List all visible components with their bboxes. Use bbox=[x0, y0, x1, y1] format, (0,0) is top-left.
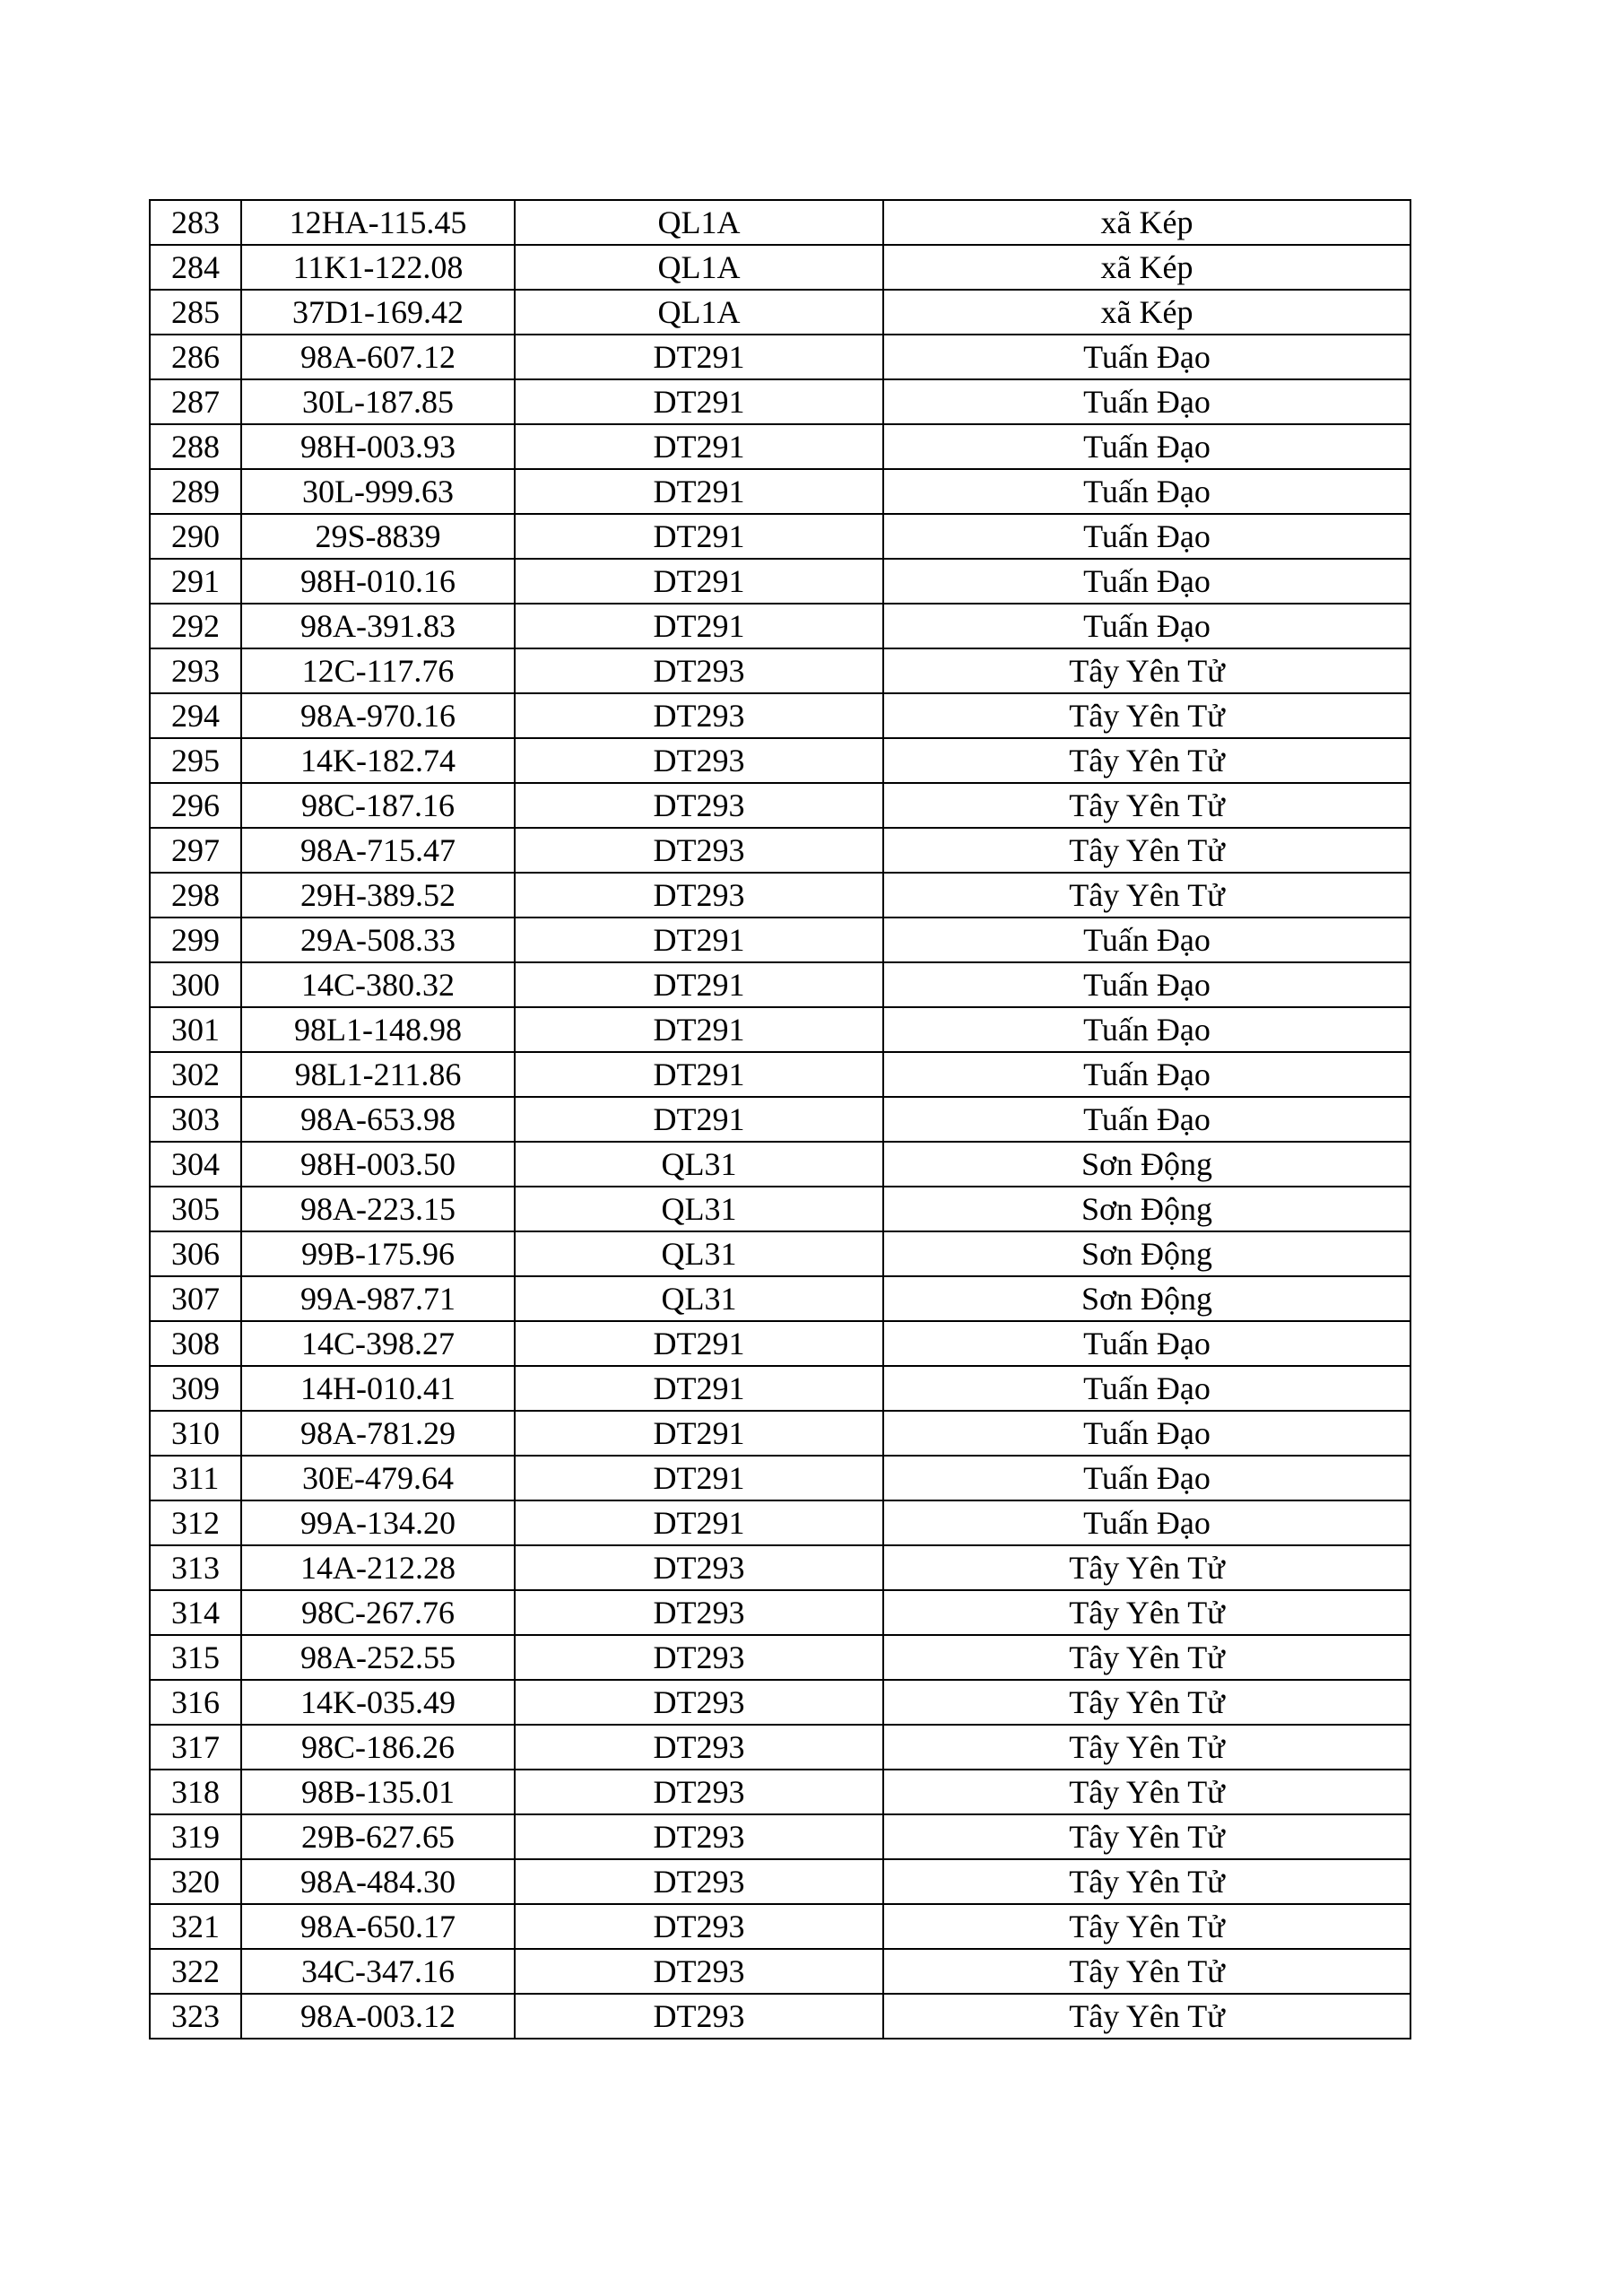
row-number-cell: 297 bbox=[150, 828, 241, 873]
road-cell: DT293 bbox=[515, 1949, 883, 1994]
road-cell: DT293 bbox=[515, 1545, 883, 1590]
table-row bbox=[150, 1276, 1410, 1321]
license-plate-cell: 98A-650.17 bbox=[241, 1904, 515, 1949]
road-cell: DT291 bbox=[515, 962, 883, 1007]
row-number-cell: 314 bbox=[150, 1590, 241, 1635]
row-number-cell: 283 bbox=[150, 200, 241, 245]
table-row bbox=[150, 1770, 1410, 1814]
license-plate-cell: 98B-135.01 bbox=[241, 1770, 515, 1814]
license-plate-cell: 98L1-148.98 bbox=[241, 1007, 515, 1052]
license-plate-cell: 14K-035.49 bbox=[241, 1680, 515, 1725]
row-number-cell: 290 bbox=[150, 514, 241, 559]
row-number-cell: 298 bbox=[150, 873, 241, 918]
table-row bbox=[150, 1007, 1410, 1052]
license-plate-cell: 99B-175.96 bbox=[241, 1231, 515, 1276]
license-plate-cell: 14C-398.27 bbox=[241, 1321, 515, 1366]
table-row bbox=[150, 1142, 1410, 1187]
road-cell: DT291 bbox=[515, 1052, 883, 1097]
location-cell: Tuấn Đạo bbox=[883, 1456, 1410, 1500]
table-row bbox=[150, 1680, 1410, 1725]
table-row bbox=[150, 1456, 1410, 1500]
license-plate-cell: 12C-117.76 bbox=[241, 648, 515, 693]
table-row bbox=[150, 1500, 1410, 1545]
location-cell: Tuấn Đạo bbox=[883, 1366, 1410, 1411]
location-cell: Tây Yên Tử bbox=[883, 1770, 1410, 1814]
license-plate-cell: 14K-182.74 bbox=[241, 738, 515, 783]
table-row bbox=[150, 738, 1410, 783]
location-cell: Tây Yên Tử bbox=[883, 828, 1410, 873]
location-cell: Tuấn Đạo bbox=[883, 1007, 1410, 1052]
row-number-cell: 308 bbox=[150, 1321, 241, 1366]
row-number-cell: 301 bbox=[150, 1007, 241, 1052]
road-cell: DT293 bbox=[515, 1904, 883, 1949]
location-cell: Sơn Động bbox=[883, 1142, 1410, 1187]
location-cell: Tây Yên Tử bbox=[883, 873, 1410, 918]
row-number-cell: 311 bbox=[150, 1456, 241, 1500]
location-cell: Tuấn Đạo bbox=[883, 335, 1410, 379]
row-number-cell: 306 bbox=[150, 1231, 241, 1276]
location-cell: Tuấn Đạo bbox=[883, 469, 1410, 514]
road-cell: DT293 bbox=[515, 783, 883, 828]
location-cell: Tây Yên Tử bbox=[883, 1994, 1410, 2039]
license-plate-cell: 98H-003.50 bbox=[241, 1142, 515, 1187]
road-cell: DT291 bbox=[515, 424, 883, 469]
license-plate-cell: 30E-479.64 bbox=[241, 1456, 515, 1500]
row-number-cell: 284 bbox=[150, 245, 241, 290]
row-number-cell: 322 bbox=[150, 1949, 241, 1994]
license-plate-cell: 29B-627.65 bbox=[241, 1814, 515, 1859]
table-row bbox=[150, 1994, 1410, 2039]
row-number-cell: 289 bbox=[150, 469, 241, 514]
license-plate-cell: 34C-347.16 bbox=[241, 1949, 515, 1994]
table-row bbox=[150, 379, 1410, 424]
license-plate-cell: 98C-187.16 bbox=[241, 783, 515, 828]
table-row bbox=[150, 1097, 1410, 1142]
road-cell: DT291 bbox=[515, 379, 883, 424]
table-row bbox=[150, 245, 1410, 290]
license-plate-cell: 99A-134.20 bbox=[241, 1500, 515, 1545]
table-row bbox=[150, 962, 1410, 1007]
road-cell: DT293 bbox=[515, 1590, 883, 1635]
road-cell: DT291 bbox=[515, 1366, 883, 1411]
location-cell: Tây Yên Tử bbox=[883, 1590, 1410, 1635]
table-row bbox=[150, 1590, 1410, 1635]
license-plate-cell: 98A-223.15 bbox=[241, 1187, 515, 1231]
row-number-cell: 296 bbox=[150, 783, 241, 828]
row-number-cell: 310 bbox=[150, 1411, 241, 1456]
road-cell: DT291 bbox=[515, 559, 883, 604]
road-cell: DT291 bbox=[515, 1411, 883, 1456]
row-number-cell: 321 bbox=[150, 1904, 241, 1949]
license-plate-cell: 29A-508.33 bbox=[241, 918, 515, 962]
location-cell: Tuấn Đạo bbox=[883, 918, 1410, 962]
row-number-cell: 318 bbox=[150, 1770, 241, 1814]
row-number-cell: 320 bbox=[150, 1859, 241, 1904]
row-number-cell: 291 bbox=[150, 559, 241, 604]
license-plate-cell: 14C-380.32 bbox=[241, 962, 515, 1007]
road-cell: DT291 bbox=[515, 918, 883, 962]
road-cell: DT293 bbox=[515, 648, 883, 693]
row-number-cell: 293 bbox=[150, 648, 241, 693]
road-cell: DT293 bbox=[515, 828, 883, 873]
location-cell: Tây Yên Tử bbox=[883, 693, 1410, 738]
row-number-cell: 299 bbox=[150, 918, 241, 962]
table-row bbox=[150, 648, 1410, 693]
table-row bbox=[150, 1366, 1410, 1411]
road-cell: QL31 bbox=[515, 1142, 883, 1187]
license-plate-cell: 98A-653.98 bbox=[241, 1097, 515, 1142]
row-number-cell: 304 bbox=[150, 1142, 241, 1187]
location-cell: Tây Yên Tử bbox=[883, 1904, 1410, 1949]
table-row bbox=[150, 1321, 1410, 1366]
row-number-cell: 319 bbox=[150, 1814, 241, 1859]
location-cell: xã Kép bbox=[883, 200, 1410, 245]
row-number-cell: 300 bbox=[150, 962, 241, 1007]
road-cell: QL1A bbox=[515, 200, 883, 245]
license-plate-cell: 29H-389.52 bbox=[241, 873, 515, 918]
road-cell: QL1A bbox=[515, 290, 883, 335]
table-row bbox=[150, 290, 1410, 335]
location-cell: Tây Yên Tử bbox=[883, 783, 1410, 828]
location-cell: xã Kép bbox=[883, 290, 1410, 335]
row-number-cell: 317 bbox=[150, 1725, 241, 1770]
location-cell: xã Kép bbox=[883, 245, 1410, 290]
table-row bbox=[150, 828, 1410, 873]
table-row bbox=[150, 1904, 1410, 1949]
license-plate-cell: 98C-267.76 bbox=[241, 1590, 515, 1635]
location-cell: Tây Yên Tử bbox=[883, 738, 1410, 783]
road-cell: DT293 bbox=[515, 693, 883, 738]
table-row bbox=[150, 1814, 1410, 1859]
row-number-cell: 303 bbox=[150, 1097, 241, 1142]
road-cell: QL31 bbox=[515, 1231, 883, 1276]
location-cell: Tuấn Đạo bbox=[883, 1052, 1410, 1097]
location-cell: Tuấn Đạo bbox=[883, 559, 1410, 604]
license-plate-cell: 99A-987.71 bbox=[241, 1276, 515, 1321]
license-plate-cell: 14A-212.28 bbox=[241, 1545, 515, 1590]
license-plate-cell: 98A-391.83 bbox=[241, 604, 515, 648]
table-body bbox=[150, 200, 1410, 2039]
location-cell: Sơn Động bbox=[883, 1276, 1410, 1321]
license-plate-cell: 30L-999.63 bbox=[241, 469, 515, 514]
table-row bbox=[150, 1725, 1410, 1770]
table-row bbox=[150, 1949, 1410, 1994]
location-cell: Tuấn Đạo bbox=[883, 424, 1410, 469]
location-cell: Tuấn Đạo bbox=[883, 1321, 1410, 1366]
row-number-cell: 286 bbox=[150, 335, 241, 379]
road-cell: DT293 bbox=[515, 1725, 883, 1770]
license-plate-cell: 98A-781.29 bbox=[241, 1411, 515, 1456]
road-cell: DT293 bbox=[515, 1770, 883, 1814]
table-row bbox=[150, 1859, 1410, 1904]
location-cell: Tuấn Đạo bbox=[883, 379, 1410, 424]
row-number-cell: 323 bbox=[150, 1994, 241, 2039]
table-row bbox=[150, 604, 1410, 648]
location-cell: Tây Yên Tử bbox=[883, 1859, 1410, 1904]
table-row bbox=[150, 200, 1410, 245]
table-row bbox=[150, 424, 1410, 469]
road-cell: DT291 bbox=[515, 335, 883, 379]
license-plate-cell: 98C-186.26 bbox=[241, 1725, 515, 1770]
row-number-cell: 316 bbox=[150, 1680, 241, 1725]
table-row bbox=[150, 1635, 1410, 1680]
road-cell: DT291 bbox=[515, 1321, 883, 1366]
road-cell: QL31 bbox=[515, 1276, 883, 1321]
location-cell: Tây Yên Tử bbox=[883, 1635, 1410, 1680]
location-cell: Tuấn Đạo bbox=[883, 514, 1410, 559]
table-row bbox=[150, 783, 1410, 828]
row-number-cell: 307 bbox=[150, 1276, 241, 1321]
row-number-cell: 287 bbox=[150, 379, 241, 424]
row-number-cell: 313 bbox=[150, 1545, 241, 1590]
license-plate-cell: 98H-003.93 bbox=[241, 424, 515, 469]
license-plate-cell: 37D1-169.42 bbox=[241, 290, 515, 335]
table-row bbox=[150, 469, 1410, 514]
table-row bbox=[150, 335, 1410, 379]
table-row bbox=[150, 1231, 1410, 1276]
row-number-cell: 309 bbox=[150, 1366, 241, 1411]
row-number-cell: 285 bbox=[150, 290, 241, 335]
location-cell: Tây Yên Tử bbox=[883, 1949, 1410, 1994]
license-plate-cell: 98A-715.47 bbox=[241, 828, 515, 873]
row-number-cell: 315 bbox=[150, 1635, 241, 1680]
row-number-cell: 302 bbox=[150, 1052, 241, 1097]
road-cell: QL1A bbox=[515, 245, 883, 290]
road-cell: QL31 bbox=[515, 1187, 883, 1231]
road-cell: DT291 bbox=[515, 1500, 883, 1545]
row-number-cell: 305 bbox=[150, 1187, 241, 1231]
location-cell: Tây Yên Tử bbox=[883, 648, 1410, 693]
location-cell: Tây Yên Tử bbox=[883, 1680, 1410, 1725]
row-number-cell: 294 bbox=[150, 693, 241, 738]
table-row bbox=[150, 1411, 1410, 1456]
location-cell: Tây Yên Tử bbox=[883, 1545, 1410, 1590]
location-cell: Tuấn Đạo bbox=[883, 604, 1410, 648]
location-cell: Tây Yên Tử bbox=[883, 1725, 1410, 1770]
license-plate-cell: 12HA-115.45 bbox=[241, 200, 515, 245]
license-plate-cell: 98A-484.30 bbox=[241, 1859, 515, 1904]
location-cell: Tuấn Đạo bbox=[883, 1411, 1410, 1456]
license-plate-cell: 98A-607.12 bbox=[241, 335, 515, 379]
table-row bbox=[150, 918, 1410, 962]
row-number-cell: 312 bbox=[150, 1500, 241, 1545]
license-plate-cell: 14H-010.41 bbox=[241, 1366, 515, 1411]
vehicle-violation-table bbox=[149, 199, 1411, 2039]
road-cell: DT293 bbox=[515, 738, 883, 783]
license-plate-cell: 98A-252.55 bbox=[241, 1635, 515, 1680]
license-plate-cell: 98H-010.16 bbox=[241, 559, 515, 604]
license-plate-cell: 98A-003.12 bbox=[241, 1994, 515, 2039]
row-number-cell: 292 bbox=[150, 604, 241, 648]
road-cell: DT291 bbox=[515, 1007, 883, 1052]
table-row bbox=[150, 514, 1410, 559]
road-cell: DT291 bbox=[515, 1097, 883, 1142]
license-plate-cell: 11K1-122.08 bbox=[241, 245, 515, 290]
table-row bbox=[150, 559, 1410, 604]
license-plate-cell: 98L1-211.86 bbox=[241, 1052, 515, 1097]
road-cell: DT293 bbox=[515, 1680, 883, 1725]
road-cell: DT293 bbox=[515, 873, 883, 918]
location-cell: Tuấn Đạo bbox=[883, 962, 1410, 1007]
road-cell: DT291 bbox=[515, 469, 883, 514]
road-cell: DT291 bbox=[515, 514, 883, 559]
table-row bbox=[150, 693, 1410, 738]
location-cell: Sơn Động bbox=[883, 1187, 1410, 1231]
location-cell: Tây Yên Tử bbox=[883, 1814, 1410, 1859]
row-number-cell: 295 bbox=[150, 738, 241, 783]
road-cell: DT291 bbox=[515, 1456, 883, 1500]
location-cell: Tuấn Đạo bbox=[883, 1500, 1410, 1545]
row-number-cell: 288 bbox=[150, 424, 241, 469]
license-plate-cell: 98A-970.16 bbox=[241, 693, 515, 738]
road-cell: DT293 bbox=[515, 1859, 883, 1904]
location-cell: Sơn Động bbox=[883, 1231, 1410, 1276]
table-row bbox=[150, 1545, 1410, 1590]
table-row bbox=[150, 1187, 1410, 1231]
location-cell: Tuấn Đạo bbox=[883, 1097, 1410, 1142]
license-plate-cell: 30L-187.85 bbox=[241, 379, 515, 424]
table-row bbox=[150, 1052, 1410, 1097]
road-cell: DT291 bbox=[515, 604, 883, 648]
table-row bbox=[150, 873, 1410, 918]
license-plate-cell: 29S-8839 bbox=[241, 514, 515, 559]
road-cell: DT293 bbox=[515, 1635, 883, 1680]
road-cell: DT293 bbox=[515, 1994, 883, 2039]
road-cell: DT293 bbox=[515, 1814, 883, 1859]
